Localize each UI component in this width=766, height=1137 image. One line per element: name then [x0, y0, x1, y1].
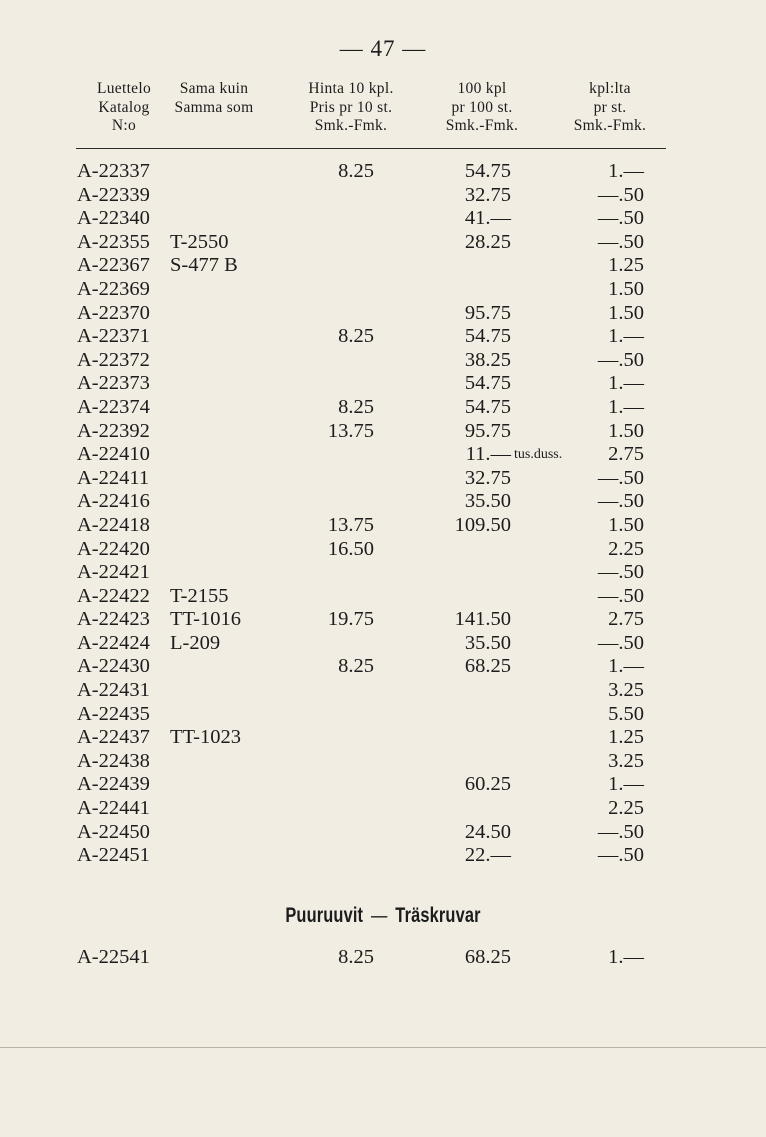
price-each: —.50	[597, 561, 644, 584]
catalog-number: A-22424	[77, 631, 150, 654]
table-row	[0, 396, 766, 420]
price-each: —.50	[597, 207, 644, 230]
catalog-number: A-22441	[77, 797, 150, 820]
price-100: 54.75	[464, 395, 511, 418]
catalog-number: A-22373	[77, 372, 150, 395]
price-100: 95.75	[464, 301, 511, 324]
price-100: 68.25	[464, 946, 511, 968]
table-row	[0, 254, 766, 278]
price-100: 11.—	[465, 443, 511, 466]
price-10: 13.75	[327, 419, 374, 442]
table-row	[0, 349, 766, 373]
price-10: 13.75	[327, 513, 374, 536]
table-row	[0, 561, 766, 585]
same-as-code: T-2550	[170, 230, 229, 253]
price-each: 1.—	[608, 160, 644, 182]
catalog-number: A-22422	[77, 584, 150, 607]
price-100: 35.50	[464, 631, 511, 654]
catalog-number: A-22370	[77, 301, 150, 324]
catalog-number: A-22374	[77, 395, 150, 418]
catalog-number: A-22435	[77, 702, 150, 725]
price-each: —.50	[597, 466, 644, 489]
catalog-number: A-22450	[77, 820, 150, 843]
price-100: 109.50	[454, 513, 511, 536]
catalog-number: A-22439	[77, 773, 150, 796]
price-each: —.50	[597, 348, 644, 371]
price-each: 1.50	[608, 513, 644, 536]
catalog-number: A-22431	[77, 679, 150, 702]
table-row	[0, 490, 766, 514]
price-100: 60.25	[464, 773, 511, 796]
catalog-number: A-22451	[77, 844, 150, 867]
table-row	[0, 773, 766, 797]
catalog-number: A-22367	[77, 254, 150, 277]
header-price-10: Hinta 10 kpl. Pris pr 10 st. Smk.-Fmk.	[308, 80, 394, 134]
price-100: 24.50	[464, 820, 511, 843]
price-table-screws	[0, 946, 766, 970]
section-title-sv: Träskruvar	[395, 904, 481, 927]
price-100: 32.75	[464, 183, 511, 206]
table-row	[0, 679, 766, 703]
price-100: 54.75	[464, 160, 511, 182]
unit-note: tus.duss.	[514, 447, 563, 463]
price-100: 141.50	[454, 608, 511, 631]
price-each: —.50	[597, 584, 644, 607]
same-as-code: TT-1023	[170, 726, 241, 749]
table-row	[0, 514, 766, 538]
table-row	[0, 946, 766, 970]
table-row	[0, 655, 766, 679]
price-each: 1.—	[608, 773, 644, 796]
price-each: 1.—	[608, 655, 644, 678]
price-100: 22.—	[464, 844, 511, 867]
table-row	[0, 726, 766, 750]
price-each: —.50	[597, 844, 644, 867]
price-100: 41.—	[464, 207, 511, 230]
table-row	[0, 372, 766, 396]
price-100: 95.75	[464, 419, 511, 442]
price-10: 19.75	[327, 608, 374, 631]
price-table	[0, 160, 766, 868]
catalog-number: A-22410	[77, 443, 150, 466]
price-each: 1.25	[608, 254, 644, 277]
catalog-number: A-22372	[77, 348, 150, 371]
catalog-number: A-22430	[77, 655, 150, 678]
section-title-fi: Puuruuvit	[285, 904, 364, 927]
price-10: 8.25	[338, 655, 374, 678]
header-same-as: Sama kuin Samma som	[174, 80, 254, 116]
catalog-number: A-22416	[77, 490, 150, 513]
page-number: — 47 —	[339, 36, 427, 61]
catalog-number: A-22355	[77, 230, 150, 253]
same-as-code: TT-1016	[170, 608, 241, 631]
catalog-number: A-22392	[77, 419, 150, 442]
table-row	[0, 160, 766, 184]
table-row	[0, 632, 766, 656]
table-row	[0, 821, 766, 845]
price-100: 28.25	[464, 230, 511, 253]
price-each: 1.—	[608, 946, 644, 968]
price-100: 54.75	[464, 372, 511, 395]
price-10: 8.25	[338, 946, 374, 968]
price-10: 8.25	[338, 325, 374, 348]
catalog-number: A-22411	[77, 466, 150, 489]
catalog-number: A-22437	[77, 726, 150, 749]
catalog-number: A-22418	[77, 513, 150, 536]
price-each: 3.25	[608, 679, 644, 702]
catalog-number: A-22371	[77, 325, 150, 348]
catalog-number: A-22421	[77, 561, 150, 584]
page-fold-line	[0, 1047, 766, 1048]
price-each: —.50	[597, 631, 644, 654]
catalog-number: A-22541	[77, 946, 150, 968]
header-price-100: 100 kpl pr 100 st. Smk.-Fmk.	[445, 80, 519, 134]
price-each: —.50	[597, 820, 644, 843]
table-row	[0, 608, 766, 632]
same-as-code: L-209	[170, 631, 221, 654]
table-row	[0, 538, 766, 562]
table-row	[0, 797, 766, 821]
catalog-number: A-22438	[77, 749, 150, 772]
price-each: —.50	[597, 183, 644, 206]
price-each: 1.50	[608, 277, 644, 300]
table-row	[0, 184, 766, 208]
price-each: 1.—	[608, 325, 644, 348]
price-100: 54.75	[464, 325, 511, 348]
catalog-number: A-22369	[77, 277, 150, 300]
catalog-number: A-22340	[77, 207, 150, 230]
price-each: 2.25	[608, 797, 644, 820]
price-10: 8.25	[338, 395, 374, 418]
price-100: 38.25	[464, 348, 511, 371]
price-each: 1.50	[608, 301, 644, 324]
catalog-number: A-22339	[77, 183, 150, 206]
header-catalog-number: Luettelo Katalog N:o	[96, 80, 152, 134]
section-title	[84, 904, 681, 928]
price-each: 2.25	[608, 537, 644, 560]
price-10: 8.25	[338, 160, 374, 182]
table-row	[0, 750, 766, 774]
table-row	[0, 844, 766, 868]
price-each: 1.—	[608, 372, 644, 395]
price-each: 1.50	[608, 419, 644, 442]
header-divider	[76, 148, 666, 149]
price-each: 1.—	[608, 395, 644, 418]
table-row	[0, 703, 766, 727]
catalog-number: A-22337	[77, 160, 150, 182]
catalog-number: A-22420	[77, 537, 150, 560]
table-row	[0, 302, 766, 326]
price-100: 68.25	[464, 655, 511, 678]
price-each: —.50	[597, 490, 644, 513]
table-row	[0, 443, 766, 467]
same-as-code: S-477 B	[170, 254, 238, 277]
price-each: —.50	[597, 230, 644, 253]
section-title-dash: —	[370, 904, 388, 927]
table-row	[0, 467, 766, 491]
table-row	[0, 325, 766, 349]
price-each: 1.25	[608, 726, 644, 749]
header-price-each: kpl:lta pr st. Smk.-Fmk.	[573, 80, 647, 134]
catalog-number: A-22423	[77, 608, 150, 631]
price-each: 2.75	[608, 443, 644, 466]
price-10: 16.50	[327, 537, 374, 560]
price-100: 32.75	[464, 466, 511, 489]
table-row	[0, 585, 766, 609]
price-each: 2.75	[608, 608, 644, 631]
table-row	[0, 207, 766, 231]
same-as-code: T-2155	[170, 584, 229, 607]
table-row	[0, 231, 766, 255]
price-100: 35.50	[464, 490, 511, 513]
price-each: 5.50	[608, 702, 644, 725]
table-row	[0, 420, 766, 444]
table-row	[0, 278, 766, 302]
price-each: 3.25	[608, 749, 644, 772]
